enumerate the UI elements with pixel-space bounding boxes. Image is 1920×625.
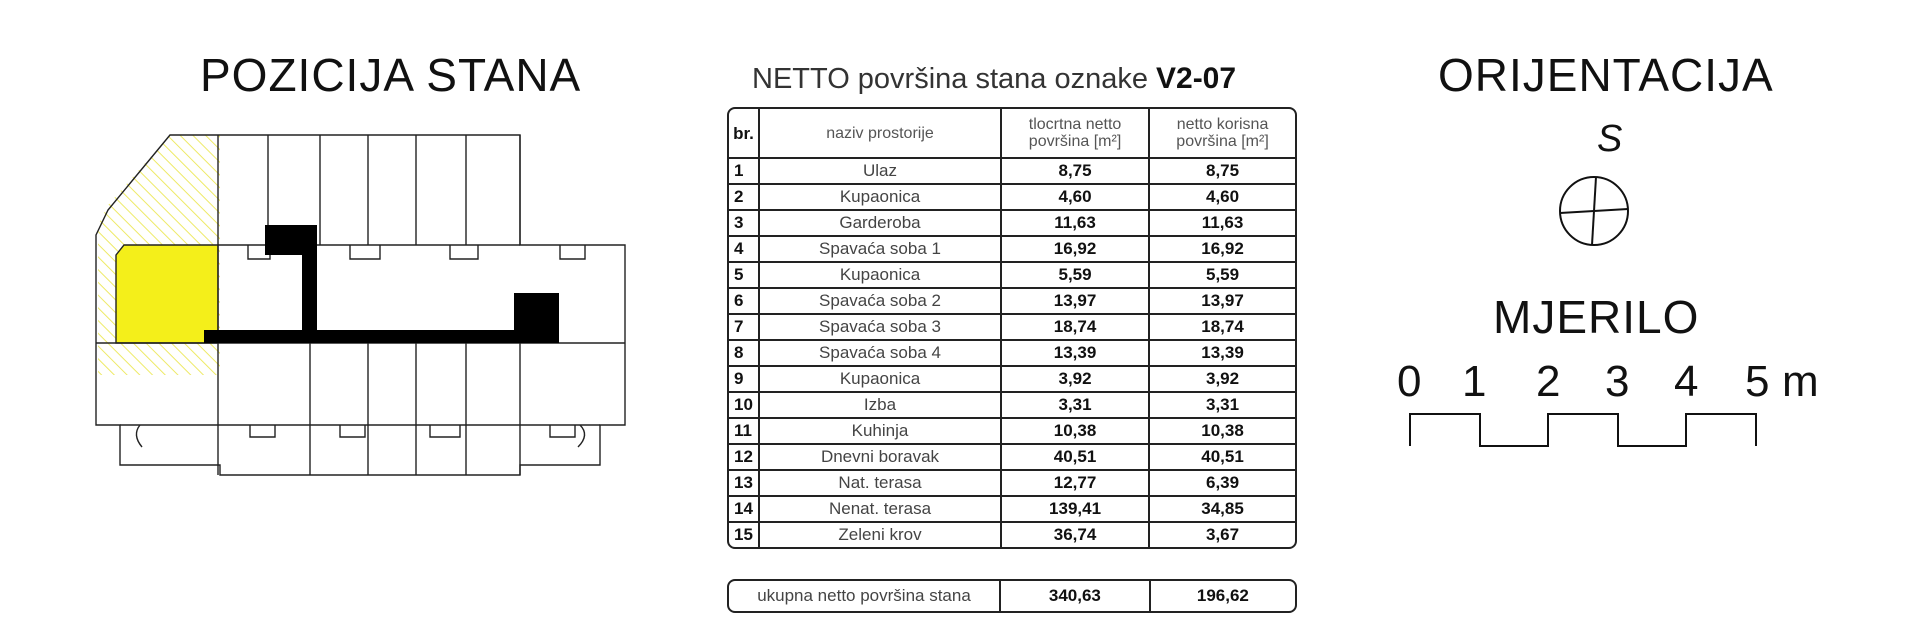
header-usable-l2: površina [m²] (1176, 133, 1269, 150)
row-num: 3 (729, 211, 760, 237)
row-usable-area: 13,39 (1150, 341, 1295, 367)
row-usable-area: 6,39 (1150, 471, 1295, 497)
core-walls (204, 225, 559, 343)
floor-position-plan (80, 125, 640, 495)
row-floor-area: 3,31 (1002, 393, 1150, 419)
row-name: Spavaća soba 2 (760, 289, 1002, 315)
table-row (729, 211, 1295, 237)
table-caption-text: NETTO površina stana oznake (752, 63, 1148, 95)
table-row (729, 237, 1295, 263)
row-usable-area: 8,75 (1150, 159, 1295, 185)
total-usable: 196,62 (1196, 586, 1249, 605)
row-name: Zeleni krov (760, 523, 1002, 547)
scale-title: MJERILO (1493, 291, 1700, 343)
header-floor-area (1002, 109, 1150, 159)
table-header-row (729, 109, 1295, 159)
row-name: Spavaća soba 4 (760, 341, 1002, 367)
row-num: 14 (729, 497, 760, 523)
row-num: 8 (729, 341, 760, 367)
row-usable-area: 10,38 (1150, 419, 1295, 445)
row-floor-area: 5,59 (1002, 263, 1150, 289)
row-floor-area: 36,74 (1002, 523, 1150, 547)
row-usable-area: 5,59 (1150, 263, 1295, 289)
table-row (729, 523, 1295, 547)
table-row (729, 497, 1295, 523)
scale-num-5: 5 (1745, 357, 1770, 406)
row-name: Nat. terasa (760, 471, 1002, 497)
table-row (729, 289, 1295, 315)
row-name: Ulaz (760, 159, 1002, 185)
header-num: br. (729, 109, 760, 159)
row-usable-area: 3,92 (1150, 367, 1295, 393)
row-num: 2 (729, 185, 760, 211)
row-floor-area: 3,92 (1002, 367, 1150, 393)
row-num: 5 (729, 263, 760, 289)
position-title: POZICIJA STANA (200, 49, 582, 101)
scale-num-4: 4 (1674, 357, 1699, 406)
row-name: Kupaonica (760, 185, 1002, 211)
row-num: 4 (729, 237, 760, 263)
row-num: 15 (729, 523, 760, 547)
total-floor: 340,63 (1001, 581, 1151, 611)
row-num: 12 (729, 445, 760, 471)
orientation-title: ORIJENTACIJA (1438, 49, 1774, 101)
scale-num-0: 0 (1397, 357, 1422, 406)
scale-num-2: 2 (1536, 357, 1561, 406)
row-name: Kupaonica (760, 367, 1002, 393)
table-row (729, 185, 1295, 211)
table-row (729, 393, 1295, 419)
table-row (729, 263, 1295, 289)
row-usable-area: 11,63 (1150, 211, 1295, 237)
table-row (729, 315, 1295, 341)
row-usable-area: 16,92 (1150, 237, 1295, 263)
row-floor-area: 139,41 (1002, 497, 1150, 523)
row-usable-area: 3,67 (1205, 525, 1240, 544)
total-table (727, 579, 1297, 613)
header-floor-l2: površina [m²] (1028, 133, 1122, 150)
row-num: 7 (729, 315, 760, 341)
row-name: Izba (760, 393, 1002, 419)
total-row (729, 581, 1295, 611)
row-floor-area: 13,39 (1002, 341, 1150, 367)
row-floor-area: 8,75 (1002, 159, 1150, 185)
row-floor-area: 11,63 (1002, 211, 1150, 237)
row-usable-area: 18,74 (1150, 315, 1295, 341)
header-usable-area (1150, 109, 1295, 159)
table-row (729, 471, 1295, 497)
row-usable-area: 4,60 (1150, 185, 1295, 211)
scale-num-1: 1 (1462, 357, 1487, 406)
row-floor-area: 10,38 (1002, 419, 1150, 445)
area-table (727, 107, 1297, 549)
header-name: naziv prostorije (760, 109, 1002, 159)
header-usable-l1: netto korisna (1176, 116, 1269, 133)
row-name: Garderoba (760, 211, 1002, 237)
row-floor-area: 18,74 (1002, 315, 1150, 341)
table-row (729, 419, 1295, 445)
apartment-highlight (116, 245, 218, 343)
unit-code: V2-07 (1156, 62, 1237, 95)
total-label: ukupna netto površina stana (729, 581, 1001, 611)
row-name: Spavaća soba 3 (760, 315, 1002, 341)
row-floor-area: 12,77 (1002, 471, 1150, 497)
row-floor-area: 4,60 (1002, 185, 1150, 211)
row-num: 13 (729, 471, 760, 497)
table-row (729, 367, 1295, 393)
scale-num-3: 3 (1605, 357, 1630, 406)
table-body (729, 159, 1295, 547)
row-usable-area: 40,51 (1150, 445, 1295, 471)
row-num: 10 (729, 393, 760, 419)
scale-unit: m (1782, 357, 1819, 406)
row-num: 11 (729, 419, 760, 445)
row-num: 6 (729, 289, 760, 315)
row-name: Dnevni boravak (760, 445, 1002, 471)
row-num: 1 (729, 159, 760, 185)
table-row (729, 445, 1295, 471)
table-row (729, 159, 1295, 185)
table-row (729, 341, 1295, 367)
row-floor-area: 40,51 (1002, 445, 1150, 471)
row-floor-area: 13,97 (1002, 289, 1150, 315)
scale-bar (1408, 408, 1768, 452)
row-name: Spavaća soba 1 (760, 237, 1002, 263)
compass-icon (1555, 172, 1633, 250)
header-floor-l1: tlocrtna netto (1028, 116, 1122, 133)
row-usable-area: 3,31 (1150, 393, 1295, 419)
row-name: Nenat. terasa (760, 497, 1002, 523)
row-floor-area: 16,92 (1002, 237, 1150, 263)
table-caption (752, 62, 1236, 96)
row-name: Kupaonica (760, 263, 1002, 289)
row-usable-area: 34,85 (1150, 497, 1295, 523)
row-name: Kuhinja (760, 419, 1002, 445)
row-num: 9 (729, 367, 760, 393)
row-usable-area: 13,97 (1150, 289, 1295, 315)
north-label: S (1597, 118, 1623, 160)
